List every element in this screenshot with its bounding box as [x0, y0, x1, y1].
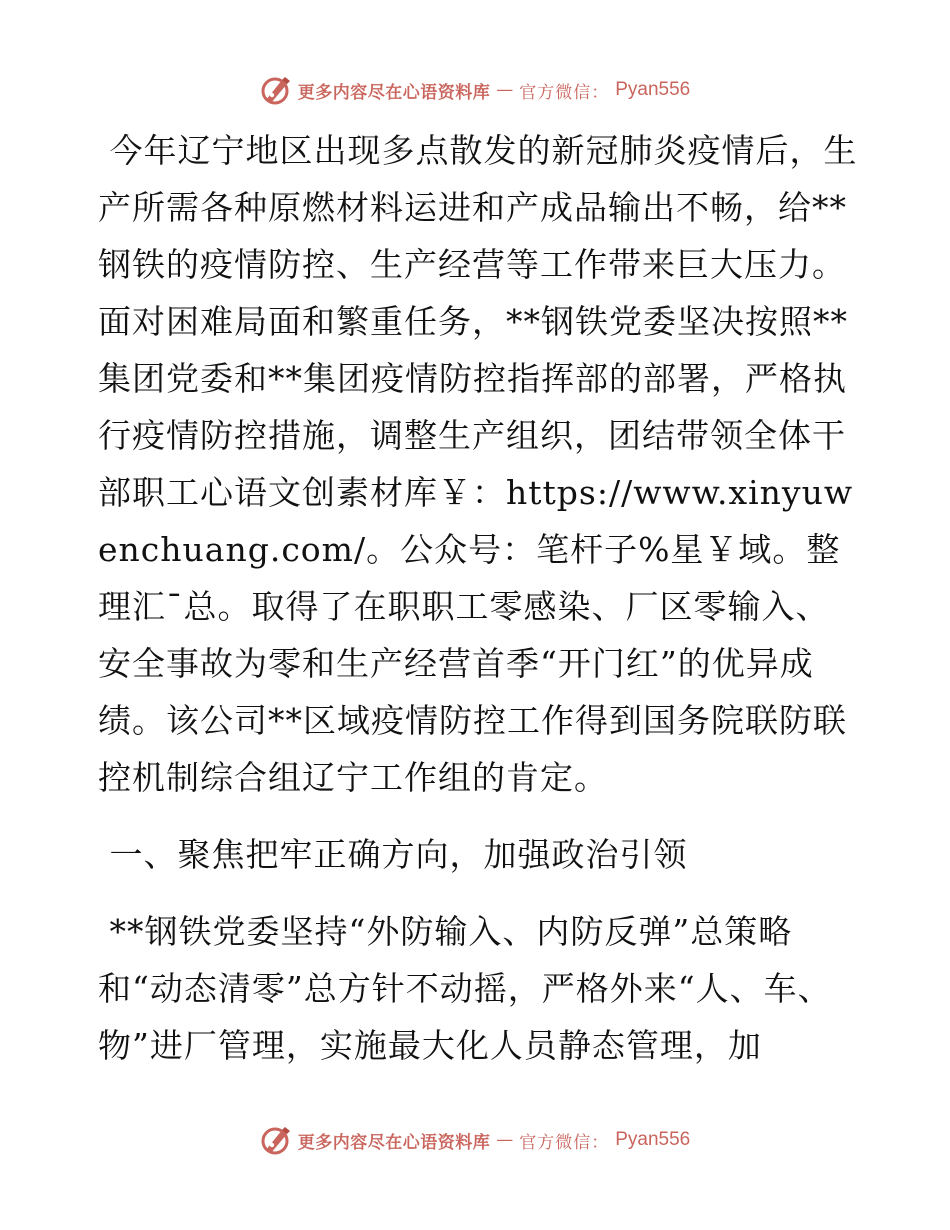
footer-watermark — [0, 1120, 950, 1160]
body-paragraph-1: 今年辽宁地区出现多点散发的新冠肺炎疫情后，生产所需各种原燃材料运进和产成品输出不畅，给**钢铁的疫情防控、生产经营等工作带来巨大压力。面对困难局面和繁重任务，**钢铁党委坚决按照**集团党委和**集团疫情防控指挥部的部署，严格执行疫情防控措施，调整生产组织，团结带领全体干部职工心语文创素材库￥：https://www.xinyuwenchuang.com/。公众号：笔杆子%星￥域。整理汇¯总。取得了在职职工零感染、厂区零输入、安全事故为零和生产经营首季“开门红”的优异成绩。该公司**区域疫情防控工作得到国务院联防联控机制综合组辽宁工作组的肯定。 — [98, 131, 858, 797]
watermark-official-label: 官方微信： — [519, 82, 610, 103]
pen-logo-icon — [260, 74, 292, 106]
section-heading-1: 一、聚焦把牢正确方向，加强政治引领 — [98, 835, 688, 874]
watermark-wechat-id: Pyan556 — [615, 1129, 691, 1150]
watermark-site-text: 更多内容尽在心语资料库 — [297, 82, 491, 103]
header-watermark — [0, 70, 950, 110]
document-body — [98, 122, 858, 1074]
body-paragraph-2: **钢铁党委坚持“外防输入、内防反弹”总策略和“动态清零”总方针不动摇，严格外来“人、车、物”进厂管理，实施最大化人员静态管理，加 — [98, 912, 832, 1065]
watermark-separator: — — [496, 80, 514, 100]
watermark-site-text: 更多内容尽在心语资料库 — [297, 1132, 491, 1153]
watermark-official-label: 官方微信： — [519, 1132, 610, 1153]
watermark-wechat-id: Pyan556 — [615, 79, 691, 100]
watermark-separator: — — [496, 1130, 514, 1150]
pen-logo-icon — [260, 1124, 292, 1156]
